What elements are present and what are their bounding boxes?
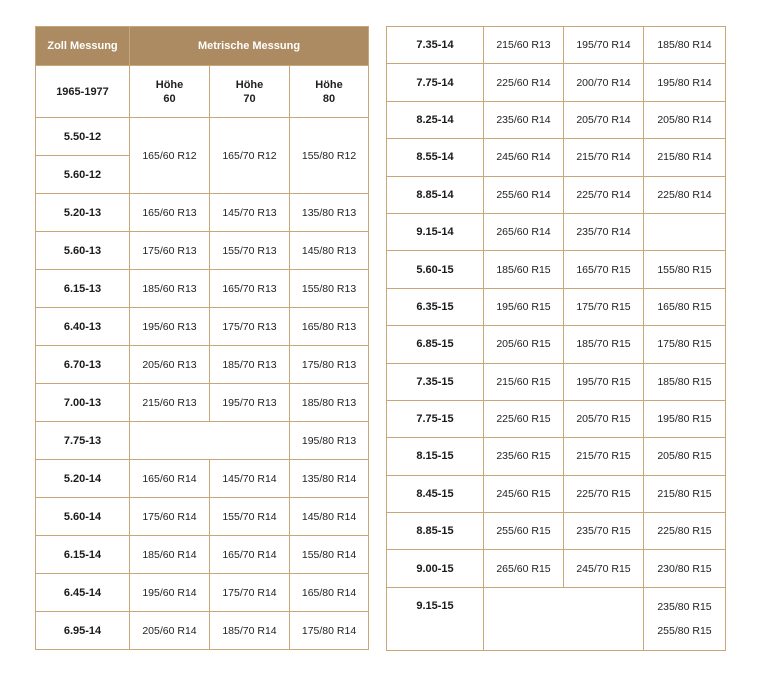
metric-cell-h80: 175/80 R14 xyxy=(290,612,369,650)
subheader-hoehe-60: Höhe 60 xyxy=(130,66,210,118)
metric-cell-h80: 205/80 R15 xyxy=(644,438,726,475)
metric-cell-h60: 165/60 R12 xyxy=(130,118,210,194)
zoll-cell: 9.15-15 xyxy=(387,587,484,650)
table-row xyxy=(36,422,369,460)
metric-cell-h80: 165/80 R14 xyxy=(290,574,369,612)
metric-cell-h60: 195/60 R14 xyxy=(130,574,210,612)
metric-cell-h80: 145/80 R14 xyxy=(290,498,369,536)
subheader-hoehe-80: Höhe 80 xyxy=(290,66,369,118)
metric-cell-h70: 165/70 R15 xyxy=(564,251,644,288)
metric-cell-h60: 205/60 R13 xyxy=(130,346,210,384)
zoll-cell: 9.15-14 xyxy=(387,213,484,250)
table-row xyxy=(36,384,369,422)
zoll-cell: 6.40-13 xyxy=(36,308,130,346)
metric-cell-h80: 230/80 R15 xyxy=(644,550,726,587)
metric-cell-h60: 205/60 R15 xyxy=(484,326,564,363)
zoll-cell: 5.60-14 xyxy=(36,498,130,536)
metric-cell-h60: 165/60 R14 xyxy=(130,460,210,498)
zoll-cell: 8.15-15 xyxy=(387,438,484,475)
metric-cell-h60: 195/60 R13 xyxy=(130,308,210,346)
table-row xyxy=(387,513,726,550)
metric-cell-h70: 205/70 R14 xyxy=(564,101,644,138)
metric-cell-h60: 175/60 R14 xyxy=(130,498,210,536)
table-row xyxy=(36,346,369,384)
zoll-cell: 7.00-13 xyxy=(36,384,130,422)
metric-cell-h80: 155/80 R12 xyxy=(290,118,369,194)
table-row xyxy=(36,232,369,270)
metric-cell-h60: 225/60 R14 xyxy=(484,64,564,101)
table-row xyxy=(36,536,369,574)
table-row xyxy=(387,176,726,213)
zoll-cell: 8.45-15 xyxy=(387,475,484,512)
metric-cell-h70: 225/70 R15 xyxy=(564,475,644,512)
zoll-cell: 5.20-14 xyxy=(36,460,130,498)
metric-cell-h80: 175/80 R15 xyxy=(644,326,726,363)
zoll-cell: 5.60-13 xyxy=(36,232,130,270)
metric-cell-h70: 235/70 R14 xyxy=(564,213,644,250)
metric-cell-h70: 155/70 R13 xyxy=(210,232,290,270)
table-row xyxy=(36,194,369,232)
zoll-cell: 9.00-15 xyxy=(387,550,484,587)
metric-cell-h60: 265/60 R14 xyxy=(484,213,564,250)
metric-cell-h80: 195/80 R15 xyxy=(644,400,726,437)
metric-cell-h60: 185/60 R15 xyxy=(484,251,564,288)
table-row xyxy=(387,363,726,400)
table-row xyxy=(387,587,726,650)
metric-cell-empty xyxy=(130,422,290,460)
zoll-cell: 6.45-14 xyxy=(36,574,130,612)
table-row xyxy=(387,213,726,250)
table-row xyxy=(36,460,369,498)
metric-cell-h80: 145/80 R13 xyxy=(290,232,369,270)
metric-cell-h60: 225/60 R15 xyxy=(484,400,564,437)
zoll-cell: 5.60-15 xyxy=(387,251,484,288)
tire-size-table-left xyxy=(35,26,369,650)
metric-cell-h80 xyxy=(644,213,726,250)
metric-cell-h70: 155/70 R14 xyxy=(210,498,290,536)
zoll-cell: 8.25-14 xyxy=(387,101,484,138)
zoll-cell: 5.20-13 xyxy=(36,194,130,232)
metric-cell-h80: 185/80 R14 xyxy=(644,27,726,64)
metric-cell-h70: 245/70 R15 xyxy=(564,550,644,587)
metric-cell-h60: 235/60 R14 xyxy=(484,101,564,138)
metric-cell-h70: 145/70 R13 xyxy=(210,194,290,232)
metric-cell-h70: 185/70 R13 xyxy=(210,346,290,384)
metric-cell-h70: 175/70 R15 xyxy=(564,288,644,325)
table-row xyxy=(387,326,726,363)
metric-cell-h80: 155/80 R13 xyxy=(290,270,369,308)
metric-cell-h70: 165/70 R12 xyxy=(210,118,290,194)
table-row xyxy=(387,475,726,512)
table-row xyxy=(387,139,726,176)
metric-cell-h70: 145/70 R14 xyxy=(210,460,290,498)
metric-cell-h60: 185/60 R14 xyxy=(130,536,210,574)
metric-cell-h60: 175/60 R13 xyxy=(130,232,210,270)
metric-cell-h70: 185/70 R15 xyxy=(564,326,644,363)
zoll-cell: 7.75-15 xyxy=(387,400,484,437)
metric-cell-h70: 185/70 R14 xyxy=(210,612,290,650)
table-row xyxy=(36,498,369,536)
metric-cell-h70: 200/70 R14 xyxy=(564,64,644,101)
metric-cell-h80: 155/80 R15 xyxy=(644,251,726,288)
metric-cell-h80: 225/80 R14 xyxy=(644,176,726,213)
metric-cell-h60: 215/60 R13 xyxy=(130,384,210,422)
metric-cell-h70: 165/70 R13 xyxy=(210,270,290,308)
metric-cell-h80: 165/80 R13 xyxy=(290,308,369,346)
metric-cell-h70: 215/70 R15 xyxy=(564,438,644,475)
zoll-cell: 7.75-13 xyxy=(36,422,130,460)
table-row xyxy=(36,574,369,612)
table-row xyxy=(387,550,726,587)
table-row xyxy=(36,612,369,650)
metric-cell-h70: 225/70 R14 xyxy=(564,176,644,213)
zoll-cell: 8.85-15 xyxy=(387,513,484,550)
metric-cell-h60: 215/60 R13 xyxy=(484,27,564,64)
table-row xyxy=(36,308,369,346)
metric-cell-h70: 165/70 R14 xyxy=(210,536,290,574)
metric-cell-h70: 195/70 R15 xyxy=(564,363,644,400)
metric-cell-h80: 185/80 R13 xyxy=(290,384,369,422)
table-row xyxy=(387,64,726,101)
subheader-year-range: 1965-1977 xyxy=(36,66,130,118)
zoll-cell: 7.35-15 xyxy=(387,363,484,400)
metric-cell-h80: 215/80 R15 xyxy=(644,475,726,512)
metric-cell-h80 xyxy=(644,587,726,650)
metric-cell-h80: 205/80 R14 xyxy=(644,101,726,138)
metric-cell-h80: 215/80 R14 xyxy=(644,139,726,176)
zoll-cell: 8.55-14 xyxy=(387,139,484,176)
zoll-cell: 6.15-14 xyxy=(36,536,130,574)
metric-cell-h60: 245/60 R14 xyxy=(484,139,564,176)
zoll-cell: 5.50-12 xyxy=(36,118,130,156)
header-metrische-messung: Metrische Messung xyxy=(130,27,369,66)
table-row xyxy=(387,101,726,138)
metric-cell-h60: 265/60 R15 xyxy=(484,550,564,587)
table-row xyxy=(36,270,369,308)
metric-cell-h60: 235/60 R15 xyxy=(484,438,564,475)
metric-cell-h70: 175/70 R13 xyxy=(210,308,290,346)
table-row xyxy=(387,288,726,325)
metric-cell-h60: 195/60 R15 xyxy=(484,288,564,325)
zoll-cell: 6.15-13 xyxy=(36,270,130,308)
metric-cell-h60: 255/60 R15 xyxy=(484,513,564,550)
metric-cell-h80: 225/80 R15 xyxy=(644,513,726,550)
zoll-cell: 6.70-13 xyxy=(36,346,130,384)
zoll-cell: 5.60-12 xyxy=(36,156,130,194)
zoll-cell: 6.35-15 xyxy=(387,288,484,325)
header-zoll-messung: Zoll Messung xyxy=(36,27,130,66)
table-row xyxy=(387,438,726,475)
zoll-cell: 8.85-14 xyxy=(387,176,484,213)
table-row xyxy=(36,118,369,156)
metric-cell-h70: 195/70 R14 xyxy=(564,27,644,64)
metric-cell-h80: 165/80 R15 xyxy=(644,288,726,325)
metric-cell-h70: 215/70 R14 xyxy=(564,139,644,176)
zoll-cell: 6.85-15 xyxy=(387,326,484,363)
metric-cell-h60: 205/60 R14 xyxy=(130,612,210,650)
table-row xyxy=(387,251,726,288)
zoll-cell: 7.35-14 xyxy=(387,27,484,64)
zoll-cell: 6.95-14 xyxy=(36,612,130,650)
metric-cell-h80: 175/80 R13 xyxy=(290,346,369,384)
subheader-hoehe-70: Höhe 70 xyxy=(210,66,290,118)
table-row xyxy=(387,400,726,437)
metric-cell-h60: 215/60 R15 xyxy=(484,363,564,400)
table-row xyxy=(387,27,726,64)
metric-cell-h80: 135/80 R14 xyxy=(290,460,369,498)
zoll-cell: 7.75-14 xyxy=(387,64,484,101)
metric-cell-h80: 195/80 R14 xyxy=(644,64,726,101)
metric-cell-h80: 155/80 R14 xyxy=(290,536,369,574)
metric-cell-h70: 175/70 R14 xyxy=(210,574,290,612)
metric-cell-empty xyxy=(484,587,644,650)
metric-cell-h70: 195/70 R13 xyxy=(210,384,290,422)
metric-cell-h60: 245/60 R15 xyxy=(484,475,564,512)
metric-cell-h80: 135/80 R13 xyxy=(290,194,369,232)
metric-cell-h60: 255/60 R14 xyxy=(484,176,564,213)
tire-size-table-right xyxy=(386,26,726,651)
metric-value-b: 255/80 R15 xyxy=(657,624,712,637)
metric-cell-h70: 205/70 R15 xyxy=(564,400,644,437)
metric-cell-h60: 185/60 R13 xyxy=(130,270,210,308)
metric-cell-h60: 165/60 R13 xyxy=(130,194,210,232)
metric-cell-h80: 195/80 R13 xyxy=(290,422,369,460)
metric-value-a: 235/80 R15 xyxy=(657,600,712,613)
metric-cell-h70: 235/70 R15 xyxy=(564,513,644,550)
metric-cell-h80: 185/80 R15 xyxy=(644,363,726,400)
